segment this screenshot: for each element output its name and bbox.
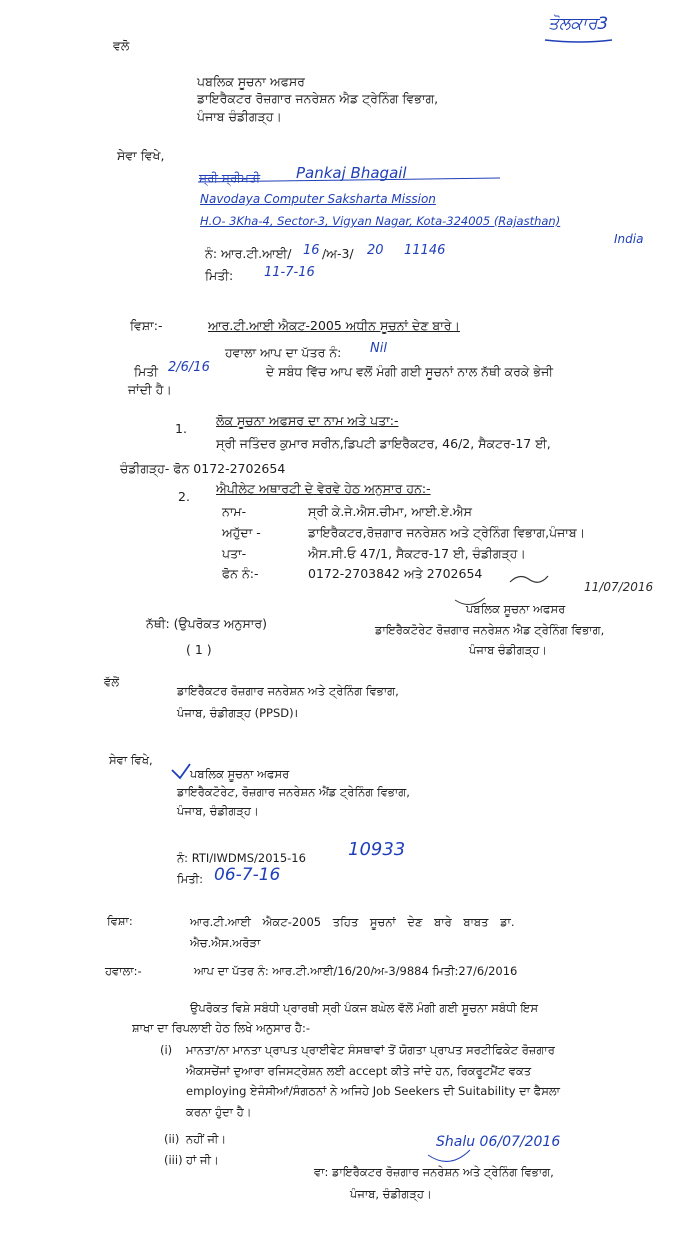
from-line-3: ਪੰਜਾਬ ਚੰਡੀਗੜ੍ਹ। [197,109,282,124]
sign-line-2: ਡਾਇਰੈਕਟੋਰੇਟ ਰੋਜ਼ਗਾਰ ਜਨਰੇਸ਼ਨ ਐਡ ਟ੍ਰੇਨਿੰਗ ਵਿਭਾਗ, [375,623,605,637]
ref-hand-3: 11146 [404,243,446,258]
l2-subject-line-2: ਐਚ.ਐਸ.ਅਰੋੜਾ [190,936,261,950]
reference-label: ਹਵਾਲਾ ਆਪ ਦਾ ਪੱਤਰ ਨੰ: [225,345,342,360]
l2-sign-line-1: ਵਾ: ਡਾਇਰੈਕਟਰ ਰੋਜ਼ਗਾਰ ਜਨਰੇਸ਼ਨ ਅਤੇ ਟ੍ਰੇਨਿੰਗ ਵਿਭਾਗ, [314,1165,554,1179]
authority-name-value: ਸ੍ਰੀ ਕੇ.ਜੇ.ਐਸ.ਚੀਮਾ, ਆਈ.ਏ.ਐਸ [308,504,472,519]
authority-address-label: ਪਤਾ- [222,546,247,561]
item1-body-2: ਚੰਡੀਗੜ੍ਹ- ਫੋਨ 0172-2702654 [120,461,286,476]
authority-post-label: ਅਹੁੱਦਾ - [222,525,261,540]
date-value: 11-7-16 [264,265,315,280]
to-label: ਸੇਵਾ ਵਿਖੇ, [117,148,165,163]
authority-phone-label: ਫੋਨ ਨੰ:- [222,566,259,581]
from-line-2: ਡਾਇਰੈਕਟਰ ਰੋਜ਼ਗਾਰ ਜਨਰੇਸ਼ਨ ਐਡ ਟ੍ਰੇਨਿੰਗ ਵਿਭਾਗ, [197,91,439,106]
l2-item-i-num: (i) [160,1043,173,1057]
corner-number: ਤੋਲਕਾਰ3 [548,14,609,34]
enclosure-label: ਨੱਥੀ: (ਉਪਰੋਕਤ ਅਨੁਸਾਰ) [146,616,267,631]
l2-subject-label: ਵਿਸ਼ਾ: [107,914,133,928]
l2-item-iii-num: (iii) [164,1153,183,1167]
signature-scribble-2 [428,1150,470,1161]
ref-line2-hand: 2/6/16 [168,360,210,375]
authority-post-value: ਡਾਇਰੈਕਟਰ,ਰੋਜ਼ਗਾਰ ਜਨਰੇਸ਼ਨ ਅਤੇ ਟ੍ਰੇਨਿੰਗ ਵਿਭਾਗ,ਪੰਜਾਬ। [308,525,586,540]
l2-item-ii-num: (ii) [164,1132,180,1146]
l2-ref-label: ਨੰ: RTI/IWDMS/2015-16 [177,851,306,865]
ref-line2-a: ਮਿਤੀ [134,364,159,379]
l2-from-line-1: ਡਾਇਰੈਕਟਰ ਰੋਜ਼ਗਾਰ ਜਨਰੇਸ਼ਨ ਅਤੇ ਟ੍ਰੇਨਿੰਗ ਵਿਭਾਗ, [177,684,399,698]
ref-hand-2: 20 [367,243,384,258]
l2-sign-line-2: ਪੰਜਾਬ, ਚੰਡੀਗੜ੍ਹ। [350,1187,432,1201]
item1-head: ਲੋਕ ਸੂਚਨਾ ਅਫਸਰ ਦਾ ਨਾਮ ਅਤੇ ਪਤਾ:- [216,413,399,428]
l2-body-line-1: ਉਪਰੋਕਤ ਵਿਸ਼ੇ ਸਬੰਧੀ ਪ੍ਰਾਰਥੀ ਸ੍ਰੀ ਪੰਕਜ ਬਘੇਲ ਵੱਲੋਂ ਮੰਗੀ ਗਈ ਸੂਚਨਾ ਸਬੰਧੀ ਇਸ [190,1001,539,1015]
l2-signature: Shalu 06/07/2016 [436,1134,561,1150]
authority-address-value: ਐਸ.ਸੀ.ਓ 47/1, ਸੈਕਟਰ-17 ਈ, ਚੰਡੀਗੜ੍ਹ। [308,546,526,561]
ref-line2-b: ਦੇ ਸਬੰਧ ਵਿੱਚ ਆਪ ਵਲੋਂ ਮੰਗੀ ਗਈ ਸੂਚਨਾਂ ਨਾਲ ਨੱਥੀ ਕਰਕੇ ਭੇਜੀ [266,364,554,379]
l2-body-line-2: ਸ਼ਾਖਾ ਦਾ ਰਿਪਲਾਈ ਹੇਠ ਲਿਖੇ ਅਨੁਸਾਰ ਹੈ:- [132,1021,310,1035]
date-label: ਮਿਤੀ: [205,268,234,283]
l2-reference-label: ਹਵਾਲਾ:- [105,964,142,978]
to-address: H.O- 3Kha-4, Sector-3, Vigyan Nagar, Kota-324005 (Rajasthan) [200,214,561,228]
l2-item-i-line-2: ਐਕਸਚੇਂਜਾਂ ਦੁਆਰਾ ਰਜਿਸਟ੍ਰੇਸ਼ਨ ਲਈ accept ਕੀਤੇ ਜਾਂਦੇ ਹਨ, ਰਿਕਰੂਟਮੈਂਟ ਵਕਤ [186,1064,532,1078]
l2-item-i-line-3: employing ਏਜੰਸੀਆਂ/ਸੰਗਠਨਾਂ ਨੇ ਅਜਿਹੇ Job Seekers ਦੀ Suitability ਦਾ ਫੈਸਲਾ [186,1084,560,1098]
l2-from-line-2: ਪੰਜਾਬ, ਚੰਡੀਗੜ੍ਹ (PPSD)। [177,706,298,720]
l2-to-label: ਸੇਵਾ ਵਿਖੇ, [109,753,153,767]
l2-reference: ਆਪ ਦਾ ਪੱਤਰ ਨੰ: ਆਰ.ਟੀ.ਆਈ/16/20/ਅ-3/9884 ਮਿਤੀ:27/6/2016 [194,964,518,978]
authority-phone-value: 0172-2703842 ਅਤੇ 2702654 [308,566,483,581]
to-prefix: ਸ਼੍ਰੀ ਸ਼੍ਰੀਮਤੀ [199,171,261,185]
signature-scribble-1 [510,576,548,582]
ref-hand-1: 16 [303,243,320,258]
to-org: Navodaya Computer Saksharta Mission [200,192,436,206]
l2-date-value: 06-7-16 [214,865,281,885]
l2-item-iii-line: ਹਾਂ ਜੀ। [186,1153,219,1167]
item2-head: ਐਪੀਲੇਟ ਅਥਾਰਟੀ ਦੇ ਵੇਰਵੇ ਹੇਠ ਅਨੁਸਾਰ ਹਨ:- [216,481,431,496]
item1-num: 1. [175,421,187,436]
subject: ਆਰ.ਟੀ.ਆਈ ਐਕਟ-2005 ਅਧੀਨ ਸੂਚਨਾਂ ਦੇਣ ਬਾਰੇ। [208,318,460,333]
from-line-1: ਪਬਲਿਕ ਸੂਚਨਾ ਅਫਸਰ [197,74,305,89]
sign-line-1: ਪਬਲਿਕ ਸੂਚਨਾ ਅਫਸਰ [466,602,566,616]
sign-line-3: ਪੰਜਾਬ ਚੰਡੀਗੜ੍ਹ। [469,643,548,657]
l2-item-i-line-4: ਕਰਨਾ ਹੁੰਦਾ ਹੈ। [186,1105,252,1119]
l2-date-label: ਮਿਤੀ: [177,872,203,886]
from-label: ਵਲੋ [113,38,130,53]
reference-hand: Nil [370,341,387,356]
authority-name-label: ਨਾਮ- [222,504,247,519]
l2-to-line-1: ਪਬਲਿਕ ਸੂਚਨਾ ਅਫਸਰ [190,767,290,781]
l2-from-label: ਵੱਲੋਂ [104,675,119,689]
corner-underline-stroke [545,40,612,42]
signature-date: 11/07/2016 [584,580,654,594]
ref-mid: /ਅ-3/ [322,246,354,261]
subject-label: ਵਿਸ਼ਾ:- [130,318,163,333]
item2-num: 2. [178,489,190,504]
to-name: Pankaj Bhagail [296,164,407,182]
l2-subject-line-1: ਆਰ.ਟੀ.ਆਈ ਐਕਟ-2005 ਤਹਿਤ ਸੂਚਨਾਂ ਦੇਣ ਬਾਰੇ ਬਾਬਤ ਡਾ. [190,915,515,929]
item1-body: ਸ੍ਰੀ ਜਤਿੰਦਰ ਕੁਮਾਰ ਸਰੀਨ,ਡਿਪਟੀ ਡਾਇਰੈਕਟਰ, 46/2, ਸੈਕਟਰ-17 ਈ, [216,436,551,451]
enclosure-count: ( 1 ) [186,642,212,657]
l2-item-ii-line: ਨਹੀਂ ਜੀ। [186,1132,227,1146]
l2-to-line-2: ਡਾਇਰੈਕਟੋਰੇਟ, ਰੋਜ਼ਗਾਰ ਜਨਰੇਸ਼ਨ ਐਂਡ ਟ੍ਰੇਨਿੰਗ ਵਿਭਾਗ, [177,785,410,799]
l2-to-line-3: ਪੰਜਾਬ, ਚੰਡੀਗੜ੍ਹ। [177,804,259,818]
l2-ref-hand: 10933 [348,839,406,860]
ref-line3: ਜਾਂਦੀ ਹੈ। [128,382,172,397]
l2-item-i-line-1: ਮਾਨਤਾ/ਨਾ ਮਾਨਤਾ ਪ੍ਰਾਪਤ ਪ੍ਰਾਈਵੇਟ ਸੰਸਥਾਵਾਂ ਤੋਂ ਯੋਗਤਾ ਪ੍ਰਾਪਤ ਸਰਟੀਫਿਕੇਟ ਰੋਜ਼ਗਾਰ [186,1043,555,1057]
to-country: India [614,232,644,246]
tick-mark [172,764,190,778]
ref-label: ਨੰ: ਆਰ.ਟੀ.ਆਈ/ [205,246,292,261]
